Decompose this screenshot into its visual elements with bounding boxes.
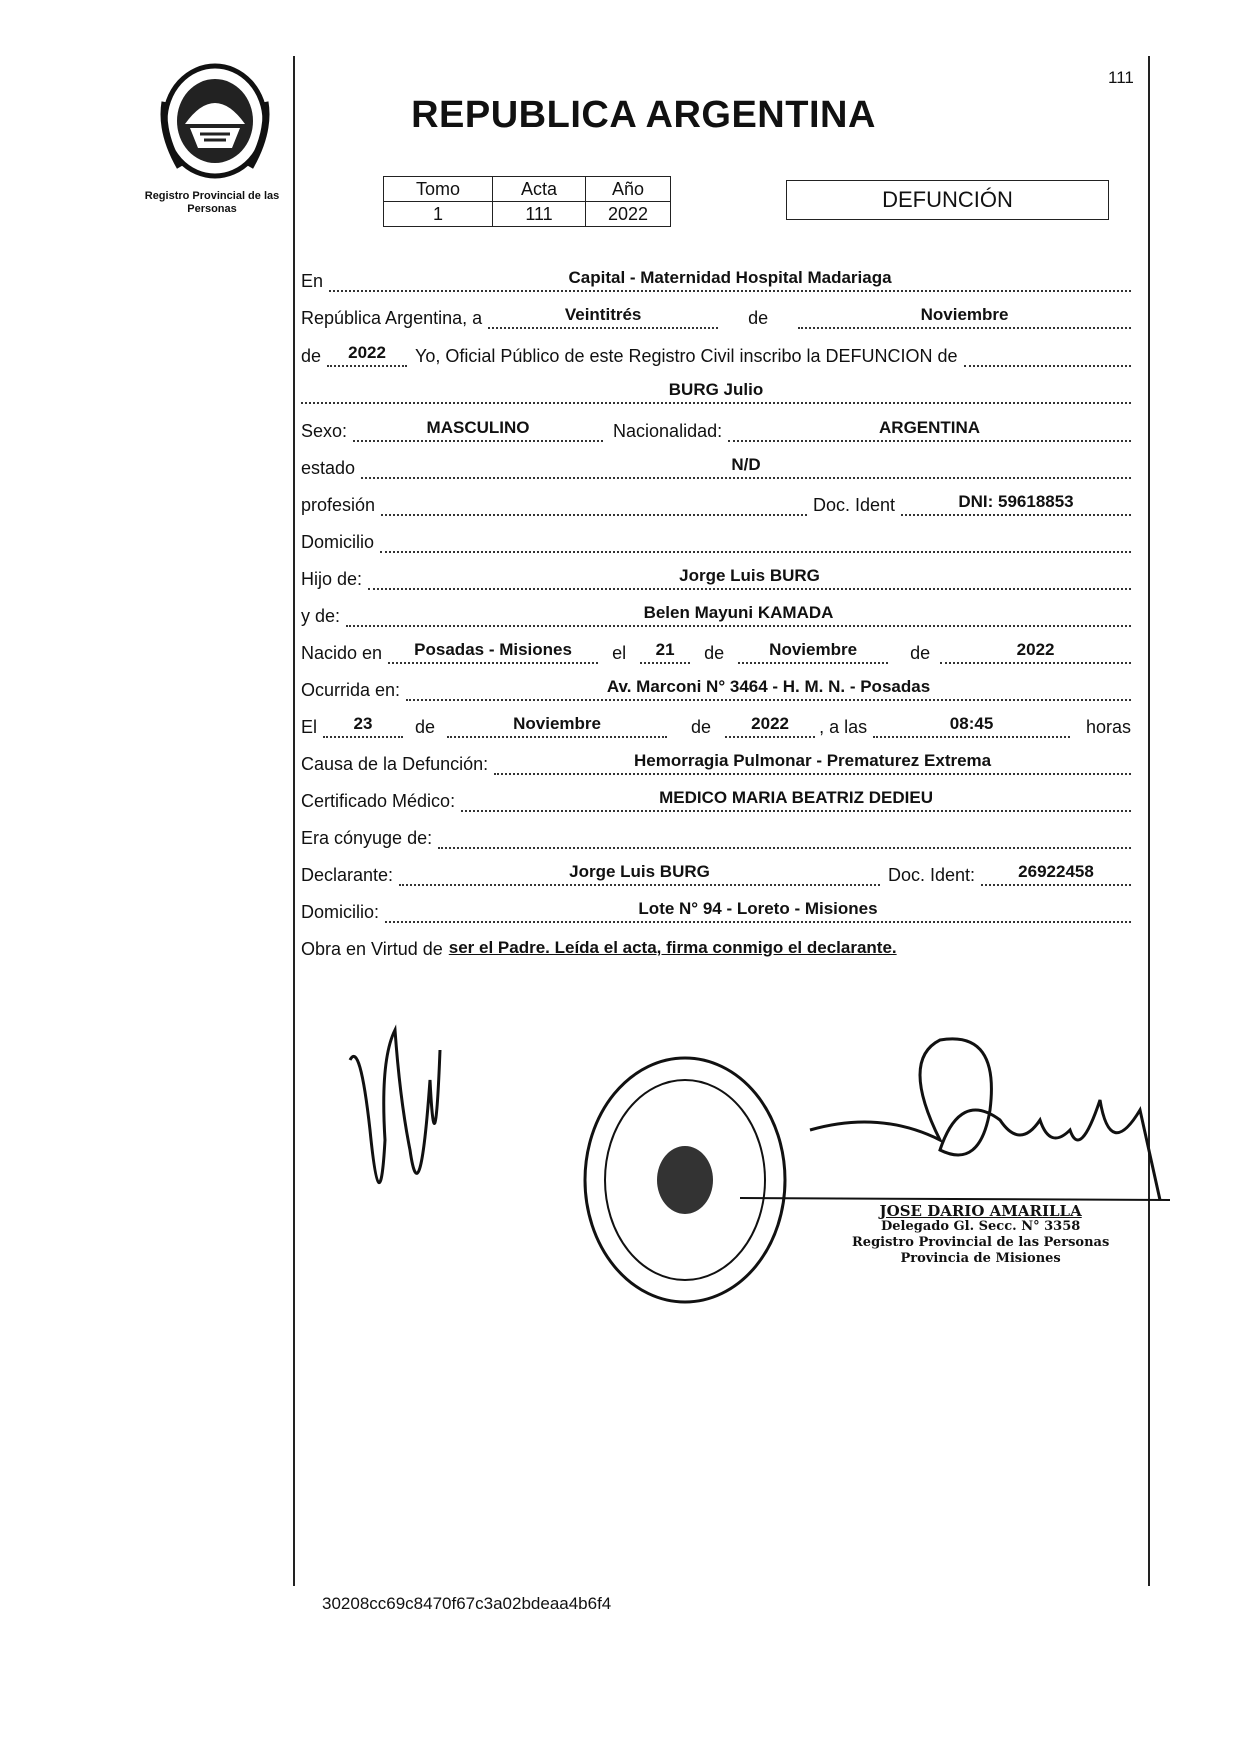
nac-anio-value: 2022 [940,640,1131,664]
conyuge-value [438,845,1131,849]
row-en [301,262,1131,292]
nacionalidad-value: ARGENTINA [728,418,1131,442]
hijo-label: Hijo de: [301,569,363,589]
doc-ident-label: Doc. Ident [812,495,895,515]
certificado-value: MEDICO MARIA BEATRIZ DEDIEU [461,788,1131,812]
tomo-header: Tomo [384,177,493,202]
certificado-label: Certificado Médico: [301,791,456,811]
sexo-value: MASCULINO [353,418,603,442]
nac-dia-value: 21 [640,640,690,664]
nac-de-label: de [704,643,725,663]
row-ocurrida [301,671,1131,701]
horas-label: horas [1085,717,1131,737]
row-decl-domicilio [301,893,1131,923]
de-label: de [748,308,769,328]
row-declarante [301,856,1131,886]
left-margin-line [293,56,295,1586]
acta-header: Acta [493,177,586,202]
signatory-role: Delegado Gl. Secc. N° 3358 [881,1219,1081,1234]
nacido-label: Nacido en [301,643,383,663]
document-type-box [786,180,1109,220]
obra-label: Obra en Virtud de [301,939,443,959]
row-domicilio [301,523,1131,553]
decl-domicilio-value: Lote N° 94 - Loreto - Misiones [385,899,1131,923]
row-estado [301,449,1131,479]
row-conyuge [301,819,1131,849]
estado-value: N/D [361,455,1131,479]
row-fecha [301,299,1131,329]
anio-value: 2022 [586,202,671,227]
def-de-label: de [415,717,436,737]
ocurrida-label: Ocurrida en: [301,680,401,700]
organization-name: Registro Provincial de las Personas [144,190,280,215]
row-obra [301,930,1131,960]
official-signature [810,1039,1160,1200]
def-mes-value: Noviembre [447,714,667,738]
domicilio-value [380,549,1131,553]
causa-label: Causa de la Defunción: [301,754,489,774]
page-title: REPUBLICA ARGENTINA [411,94,876,136]
signatory-org: Registro Provincial de las Personas [852,1235,1110,1250]
row-sexo [301,412,1131,442]
de-anio-label: de [301,346,322,366]
declarant-signature [350,1030,440,1183]
y-de-value: Belen Mayuni KAMADA [346,603,1131,627]
page-number: 111 [1108,68,1134,87]
y-de-label: y de: [301,606,341,626]
el-label: el [612,643,627,663]
anio-value: 2022 [327,343,407,367]
hora-value: 08:45 [873,714,1070,738]
right-margin-line [1148,56,1150,1586]
el2-label: El [301,717,318,737]
nacionalidad-label: Nacionalidad: [613,421,723,441]
domicilio-label: Domicilio [301,532,375,552]
nacido-en-value: Posadas - Misiones [388,640,598,664]
republica-label: República Argentina, a [301,308,483,328]
document-type: DEFUNCIÓN [882,187,1013,212]
doc-ident-value: DNI: 59618853 [901,492,1131,516]
dia-letras-value: Veintitrés [488,305,718,329]
acta-value: 111 [493,202,586,227]
signatures-and-stamp [340,1020,1170,1320]
signatory-name: JOSE DARIO AMARILLA [879,1202,1082,1220]
registry-table [383,176,671,227]
row-certificado [301,782,1131,812]
row-causa [301,745,1131,775]
official-round-stamp [585,1058,785,1302]
sexo-label: Sexo: [301,421,348,441]
row-nombre [301,374,1131,404]
anio-header: Año [586,177,671,202]
ocurrida-value: Av. Marconi N° 3464 - H. M. N. - Posadas [406,677,1131,701]
en-value: Capital - Maternidad Hospital Madariaga [329,268,1131,292]
oficial-fill [964,363,1131,367]
row-y-de [301,597,1131,627]
signatory-province: Provincia de Misiones [900,1251,1061,1266]
row-fecha-defuncion [301,708,1131,738]
row-anio [301,337,1131,367]
profesion-value [381,512,807,516]
def-anio-value: 2022 [725,714,815,738]
def-de2-label: de [691,717,712,737]
def-dia-value: 23 [323,714,403,738]
decl-doc-value: 26922458 [981,862,1131,886]
nac-de2-label: de [910,643,931,663]
a-las-label: , a las [819,717,868,737]
mes-value: Noviembre [798,305,1131,329]
en-label: En [301,271,324,291]
oficial-text: Yo, Oficial Público de este Registro Civil inscribo la DEFUNCION de [415,346,958,366]
tomo-value: 1 [384,202,493,227]
nac-mes-value: Noviembre [738,640,888,664]
causa-value: Hemorragia Pulmonar - Prematurez Extrema [494,751,1131,775]
estado-label: estado [301,458,356,478]
decl-doc-label: Doc. Ident: [887,865,975,885]
nombre-value: BURG Julio [301,380,1131,404]
row-hijo [301,560,1131,590]
signatory-block [852,1203,1109,1267]
obra-value: ser el Padre. Leída el acta, firma conmigo el declarante. [448,938,897,957]
row-profesion [301,486,1131,516]
decl-domicilio-label: Domicilio: [301,902,380,922]
conyuge-label: Era cónyuge de: [301,828,433,848]
row-nacido [301,634,1131,664]
profesion-label: profesión [301,495,376,515]
document-hash: 30208cc69c8470f67c3a02bdeaa4b6f4 [322,1594,612,1613]
declarante-value: Jorge Luis BURG [399,862,880,886]
hijo-value: Jorge Luis BURG [368,566,1131,590]
declarante-label: Declarante: [301,865,394,885]
